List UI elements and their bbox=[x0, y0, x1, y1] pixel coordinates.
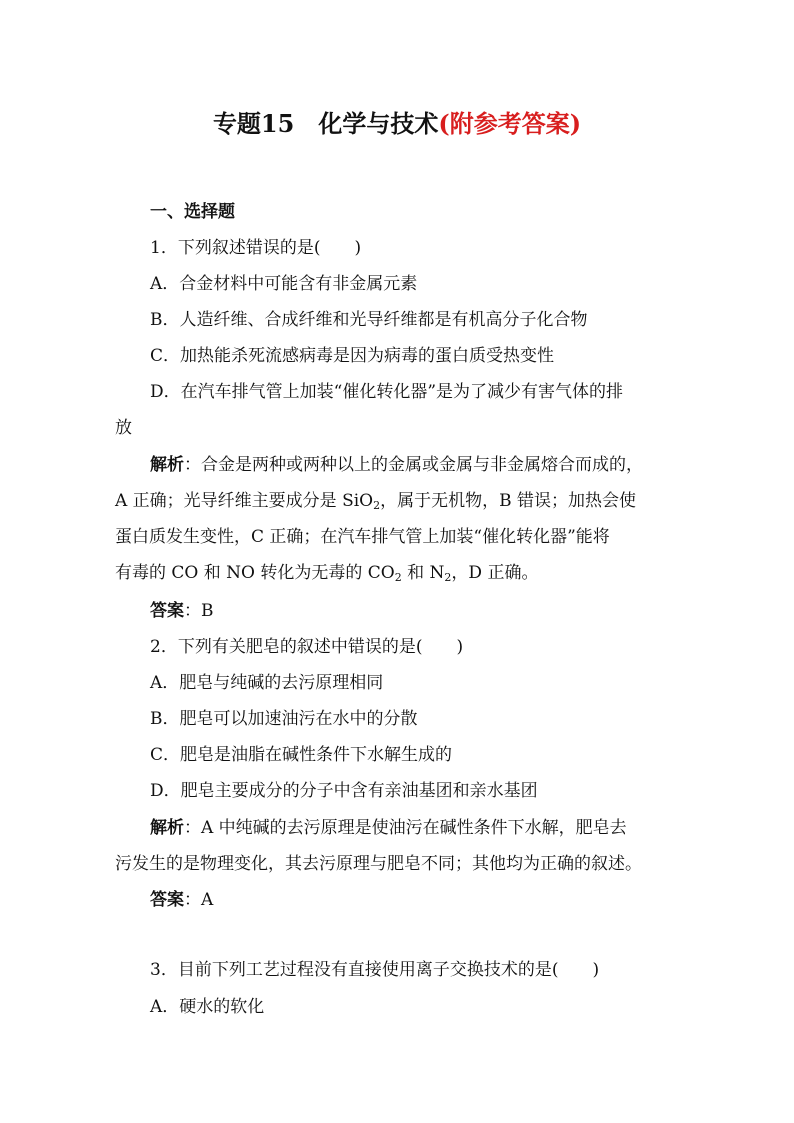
subscript: 2 bbox=[373, 499, 381, 512]
question-1-option-d-cont: 放 bbox=[115, 418, 132, 438]
question-2-option-a: A．肥皂与纯碱的去污原理相同 bbox=[150, 673, 384, 693]
explanation-text: ，属于无机物，B 错误；加热会使 bbox=[380, 491, 637, 511]
question-3-option-a: A．硬水的软化 bbox=[150, 997, 265, 1017]
explanation-text: ，D 正确。 bbox=[451, 563, 539, 583]
explanation-text: ：A 中纯碱的去污原理是使油污在碱性条件下水解，肥皂去 bbox=[184, 818, 627, 838]
subscript: 2 bbox=[444, 571, 452, 584]
question-1-explanation-line-4 bbox=[115, 559, 715, 587]
page-title bbox=[0, 106, 794, 142]
explanation-label: 解析 bbox=[150, 818, 184, 838]
question-2-explanation-line-1 bbox=[150, 814, 750, 842]
explanation-label: 解析 bbox=[150, 455, 184, 475]
question-1-explanation-line-1 bbox=[150, 451, 750, 479]
question-1-option-b: B．人造纤维、合成纤维和光导纤维都是有机高分子化合物 bbox=[150, 310, 588, 330]
title-suffix: (附参考答案) bbox=[438, 109, 582, 138]
explanation-text: 有毒的 CO 和 NO 转化为无毒的 CO bbox=[115, 563, 395, 583]
subscript: 2 bbox=[394, 571, 402, 584]
answer-value: ：B bbox=[184, 601, 214, 621]
answer-label: 答案 bbox=[150, 890, 184, 910]
question-1-stem: 1．下列叙述错误的是( ) bbox=[150, 238, 362, 258]
title-main: 专题15 化学与技术 bbox=[212, 109, 439, 138]
answer-label: 答案 bbox=[150, 601, 184, 621]
question-1-explanation-line-2 bbox=[115, 487, 715, 515]
question-1-option-c: C．加热能杀死流感病毒是因为病毒的蛋白质受热变性 bbox=[150, 346, 555, 366]
explanation-text: A 正确；光导纤维主要成分是 SiO bbox=[115, 491, 374, 511]
question-2-option-b: B．肥皂可以加速油污在水中的分散 bbox=[150, 709, 418, 729]
question-2-answer bbox=[150, 886, 750, 914]
question-1-option-d: D．在汽车排气管上加装“催化转化器”是为了减少有害气体的排 bbox=[150, 382, 624, 402]
explanation-text: 和 N bbox=[401, 563, 445, 583]
question-2-option-d: D．肥皂主要成分的分子中含有亲油基团和亲水基团 bbox=[150, 781, 538, 801]
question-1-option-a: A．合金材料中可能含有非金属元素 bbox=[150, 274, 418, 294]
question-1-answer bbox=[150, 597, 750, 625]
section-heading: 一、选择题 bbox=[150, 202, 235, 222]
question-2-option-c: C．肥皂是油脂在碱性条件下水解生成的 bbox=[150, 745, 453, 765]
question-2-explanation-line-2: 污发生的是物理变化，其去污原理与肥皂不同；其他均为正确的叙述。 bbox=[115, 854, 642, 874]
explanation-text: ：合金是两种或两种以上的金属或金属与非金属熔合而成的， bbox=[184, 455, 643, 475]
answer-value: ：A bbox=[184, 890, 214, 910]
question-3-stem: 3．目前下列工艺过程没有直接使用离子交换技术的是( ) bbox=[150, 960, 600, 980]
question-2-stem: 2．下列有关肥皂的叙述中错误的是( ) bbox=[150, 637, 464, 657]
question-1-explanation-line-3: 蛋白质发生变性，C 正确；在汽车排气管上加装“催化转化器”能将 bbox=[115, 527, 610, 547]
